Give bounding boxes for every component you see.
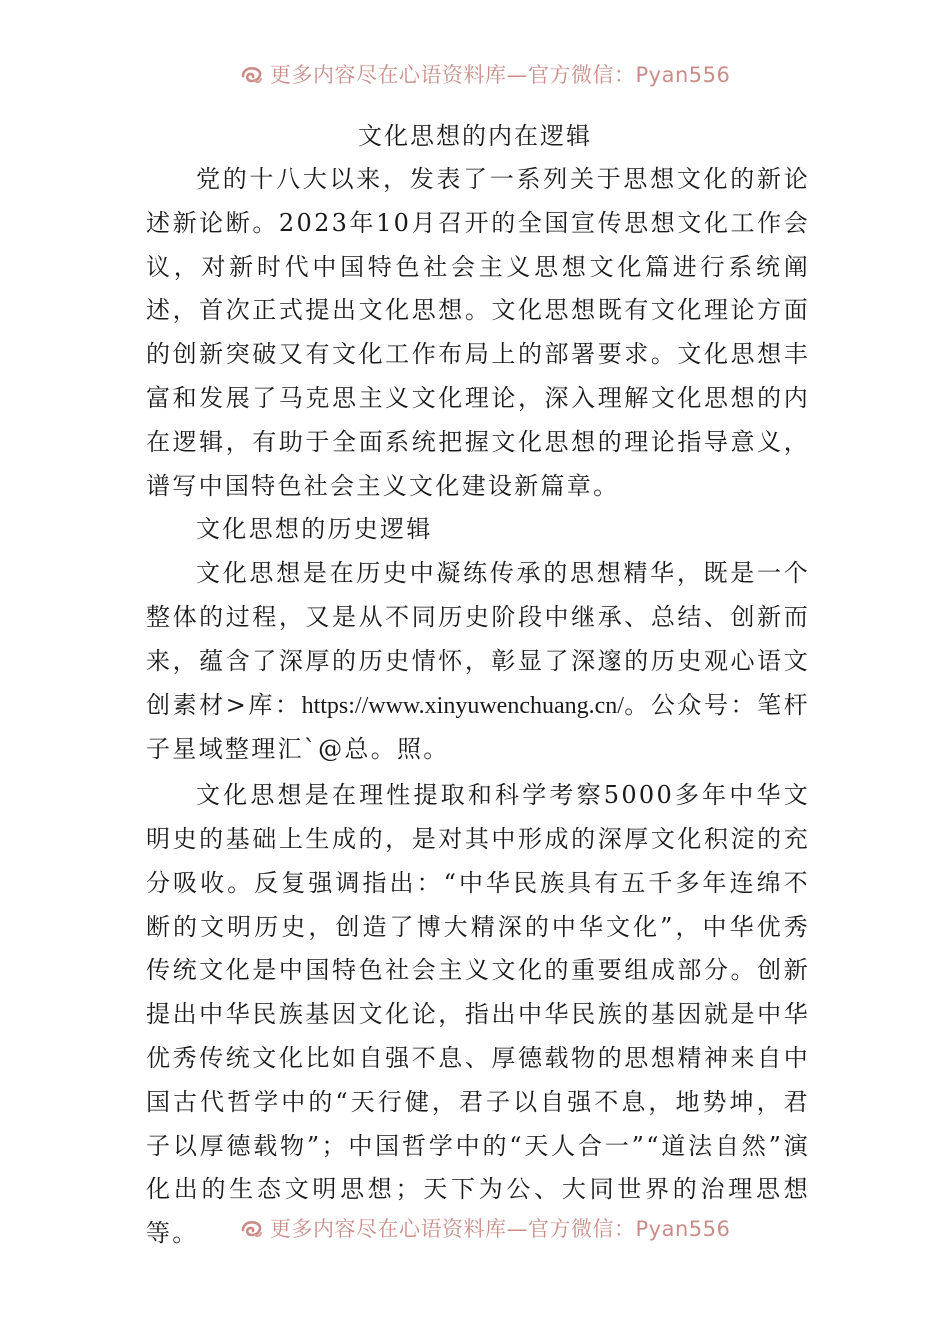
swirl-logo-icon <box>240 63 264 85</box>
paragraph-text: 文化思想是在历史中凝练传承的思想精华，既是一个整体的过程，又是从不同历史阶段中继承、总结、创新而来，蕴含了深厚的历史情怀，彰显了深邃的历史观心语文创素材>库： <box>146 559 810 719</box>
watermark-text: 更多内容尽在心语资料库—官方微信：Pyan556 <box>270 63 731 87</box>
watermark-text: 更多内容尽在心语资料库—官方微信：Pyan556 <box>270 1217 731 1241</box>
document-title: 文化思想的内在逻辑 <box>358 122 592 150</box>
section-heading: 文化思想的历史逻辑 <box>196 515 433 544</box>
body-paragraph: 党的十八大以来，发表了一系列关于思想文化的新论述新论断。2023年10月召开的全国宣传思想文化工作会议，对新时代中国特色社会主义思想文化篇进行系统阐述，首次正式提出文化思想。文化思想既有文化理论方面的创新突破又有文化工作布局上的部署要求。文化思想丰富和发展了马克思主义文化理论，深入理解文化思想的内在逻辑，有助于全面系统把握文化思想的理论指导意义，谱写中国特色社会主义文化建设新篇章。 <box>146 165 810 500</box>
body-paragraph <box>146 552 810 772</box>
header-watermark-banner <box>0 52 950 88</box>
body-paragraph: 文化思想是在理性提取和科学考察5000多年中华文明史的基础上生成的，是对其中形成的深厚文化积淀的充分吸收。反复强调指出：“中华民族具有五千多年连绵不断的文明历史，创造了博大精深的中华文化”，中华优秀传统文化是中国特色社会主义文化的重要组成部分。创新提出中华民族基因文化论，指出中华民族的基因就是中华优秀传统文化比如自强不息、厚德载物的思想精神来自中国古代哲学中的“天行健，君子以自强不息，地势坤，君子以厚德载物”；中国哲学中的“天人合一”“道法自然”演化出的生态文明思想；天下为公、大同世界的治理思想等。 <box>146 781 810 1248</box>
source-url-link[interactable]: https://www.xinyuwenchuang.cn/ <box>301 692 624 719</box>
swirl-logo-icon <box>240 1217 264 1239</box>
document-body <box>146 158 810 1256</box>
footer-watermark-banner <box>0 1213 950 1249</box>
paragraph-text: 。公众号：笔杆子星域整理汇`@总。照。 <box>146 690 810 764</box>
